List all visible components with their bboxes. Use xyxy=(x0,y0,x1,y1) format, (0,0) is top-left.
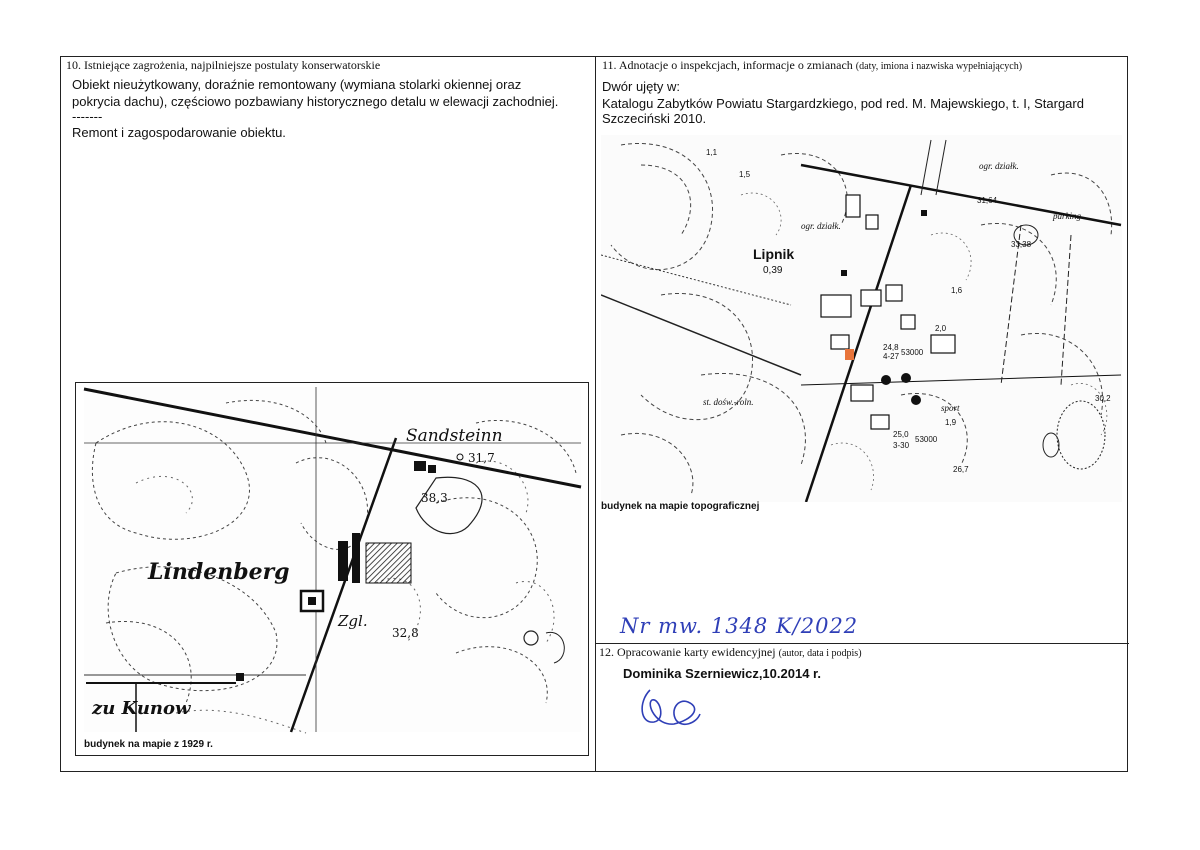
map-topographic xyxy=(601,135,1122,502)
registry-number-handwritten: Nr mw. 1348 K/2022 xyxy=(620,614,859,638)
label-code3b: 3-30 xyxy=(893,441,910,450)
label-v1: 1,1 xyxy=(706,148,718,157)
section12-title xyxy=(599,645,862,660)
label-zgl: Zgl. xyxy=(338,612,368,630)
section11-text-line2: Katalogu Zabytków Powiatu Stargardzkiego, pod red. M. Majewskiego, t. I, Stargard xyxy=(602,96,1084,111)
section-divider xyxy=(595,643,1129,644)
label-code2: 53000 xyxy=(901,348,924,357)
label-ogr2: ogr. działk. xyxy=(979,161,1019,171)
label-h2: 38,3 xyxy=(421,491,448,505)
signature xyxy=(630,684,710,732)
label-kunow: zu Kunow xyxy=(92,698,191,719)
map-topo-drawing xyxy=(601,135,1122,502)
label-v5: 1,9 xyxy=(945,418,957,427)
building-marker xyxy=(845,349,854,360)
map-1929-drawing xyxy=(76,383,587,754)
section10-separator: ------- xyxy=(72,109,103,124)
section12-title-main: 12. Opracowanie karty ewidencyjnej xyxy=(599,645,776,659)
label-lipnik: Lipnik xyxy=(753,246,795,262)
label-h-b: 33,38 xyxy=(1011,240,1032,249)
map-topo-caption: budynek na mapie topograficznej xyxy=(601,501,760,512)
label-h-a: 31,64 xyxy=(977,196,998,205)
section11-title-main: 11. Adnotacje o inspekcjach, informacje o zmianach xyxy=(602,58,853,72)
label-st: st. dośw.-roln. xyxy=(703,397,754,407)
label-h-lipnik: 0,39 xyxy=(763,265,783,276)
label-h1: 31,7 xyxy=(468,451,495,465)
section11-text-line1: Dwór ujęty w: xyxy=(602,79,681,94)
label-h-c: 26,7 xyxy=(953,465,969,474)
section10-text-line3: Remont i zagospodarowanie obiektu. xyxy=(72,125,286,140)
section11-title-note: (daty, imiona i nazwiska wypełniających) xyxy=(855,61,1023,72)
section10-text-line2: pokrycia dachu), częściowo pozbawiany historycznego detalu w elewacji zachodniej. xyxy=(72,94,559,109)
label-ogr1: ogr. działk. xyxy=(801,221,841,231)
label-code3: 25,0 xyxy=(893,430,909,439)
section11-text-line3: Szczeciński 2010. xyxy=(602,111,707,126)
label-sport: sport xyxy=(941,403,960,413)
label-v4: 2,0 xyxy=(935,324,947,333)
section11-title xyxy=(602,58,1022,73)
map-1929-caption: budynek na mapie z 1929 r. xyxy=(84,739,213,750)
section12-title-note: (autor, data i podpis) xyxy=(778,648,862,659)
label-v2: 1,5 xyxy=(739,170,751,179)
label-code4: 53000 xyxy=(915,435,938,444)
label-h-d: 30,2 xyxy=(1095,394,1111,403)
section10-text-line1: Obiekt nieużytkowany, doraźnie remontowany (wymiana stolarki okiennej oraz xyxy=(72,77,522,92)
section10-title: 10. Istniejące zagrożenia, najpilniejsze postulaty konserwatorskie xyxy=(66,58,381,72)
label-parking: parking xyxy=(1053,211,1081,221)
label-h3: 32,8 xyxy=(392,626,419,640)
column-divider xyxy=(595,57,596,771)
map-1929 xyxy=(75,382,589,756)
label-v3: 1,6 xyxy=(951,286,963,295)
label-lindenberg: Lindenberg xyxy=(148,559,290,585)
author-line: Dominika Szerniewicz,10.2014 r. xyxy=(623,666,821,681)
label-code1b: 4-27 xyxy=(883,352,900,361)
label-code1: 24,8 xyxy=(883,343,899,352)
label-sandstein: Sandsteinn xyxy=(406,426,503,446)
